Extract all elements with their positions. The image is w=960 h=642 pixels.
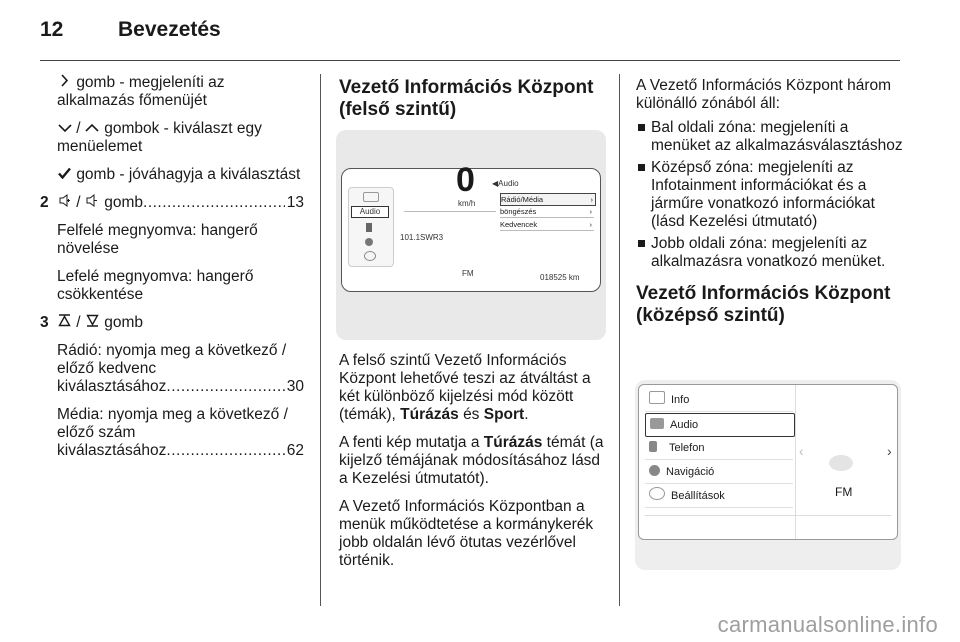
page-title: Bevezetés xyxy=(118,18,221,41)
volume-up-icon xyxy=(57,194,72,212)
media-toc-line: kiválasztásához ..... 62 xyxy=(57,442,304,460)
paragraph-themes: A felső szintű Vezető Információs Központ lehetővé teszi az átváltást a két különböző kijelzési mód között (témák), Túrázás és Sport. xyxy=(339,352,591,423)
radio-text: Rádió: nyomja meg a következő / előző kedvenc xyxy=(57,342,287,377)
side-audio-label: Audio xyxy=(351,206,389,218)
updown-buttons-desc: / gombok - kiválaszt egy menüelemet xyxy=(57,120,262,155)
bullet-left-zone: Bal oldali zóna: megjeleníti a menüket az alkalmazásválasztáshoz xyxy=(636,119,904,155)
navigation-icon xyxy=(365,238,373,246)
checkmark-icon xyxy=(57,166,72,184)
menu-item-navigation[interactable]: Navigáció xyxy=(645,461,793,484)
radio-icon xyxy=(829,455,853,471)
item-2: 2 / gomb ..... 13 xyxy=(40,194,304,212)
speed-value: 0 xyxy=(456,161,475,199)
watermark: carmanualsonline.info xyxy=(717,612,938,637)
page-number: 12 xyxy=(40,18,64,41)
speed-unit: km/h xyxy=(458,199,476,208)
settings-icon xyxy=(649,487,665,500)
volume-down-desc: Lefelé megnyomva: hangerő csökkentése xyxy=(57,268,254,303)
menu-item-audio[interactable]: Audio xyxy=(645,413,795,437)
volume-down-icon xyxy=(85,194,100,212)
menu-item-info[interactable]: Info xyxy=(645,389,793,412)
dic-middle-image xyxy=(635,380,901,570)
menu-item-favourites[interactable]: Kedvencek › xyxy=(500,220,592,229)
seek-down-icon xyxy=(85,314,100,332)
column-3 xyxy=(636,77,904,341)
chevron-right-icon xyxy=(57,74,72,92)
seek-up-icon xyxy=(57,314,72,332)
updown-buttons-text: gombok - kiválaszt egy menüelemet xyxy=(57,120,262,155)
menu-item-settings[interactable]: Beállítások xyxy=(645,485,793,508)
next-button-text: gomb - megjeleníti az alkalmazás főmenüjét xyxy=(57,74,225,109)
column-2-text xyxy=(339,352,605,580)
paragraph-controller: A Vezető Információs Központban a menük működtetése a kormánykerék jobb oldalán lévő ötutas vezérlővel történik. xyxy=(339,498,594,569)
chevron-down-icon xyxy=(57,120,72,138)
chevron-left-icon[interactable]: ‹ xyxy=(799,443,804,459)
band-label: FM xyxy=(835,485,853,499)
info-icon xyxy=(649,391,665,404)
column-divider xyxy=(619,74,620,606)
chevron-up-icon xyxy=(85,120,100,138)
radio-toc-line: kiválasztásához ..... 30 xyxy=(57,378,304,396)
item-2-label: gomb xyxy=(104,194,144,211)
check-button-text: gomb - jóváhagyja a kiválasztást xyxy=(76,166,301,183)
menu-item-browse[interactable]: böngészés › xyxy=(500,207,592,216)
zones-intro: A Vezető Információs Központ három különálló zónából áll: xyxy=(636,77,892,112)
paragraph-touring: A fenti kép mutatja a Túrázás témát (a kijelző témájának módosításához lásd a Kezelési útmutatót). xyxy=(339,434,604,487)
media-text: Média: nyomja meg a következő / előző szám xyxy=(57,406,288,441)
column-2 xyxy=(339,77,605,135)
item-2-number: 2 xyxy=(40,194,49,211)
navigation-icon xyxy=(649,465,660,476)
app-strip xyxy=(348,187,394,267)
radio-desc xyxy=(57,342,304,396)
section-heading-upper: Vezető Információs Központ (felső szintű) xyxy=(339,77,594,120)
header-rule xyxy=(40,60,900,61)
odometer: 018525 km xyxy=(540,273,580,282)
phone-icon xyxy=(649,441,657,452)
dic-upper-image xyxy=(336,130,606,340)
chevron-right-icon: › xyxy=(589,220,592,229)
section-heading-middle: Vezető Információs Központ (középső szintű) xyxy=(636,283,891,326)
station-name: 101.1SWR3 xyxy=(400,233,444,242)
chevron-right-icon[interactable]: › xyxy=(887,443,892,459)
chevron-right-icon: › xyxy=(590,195,593,204)
menu-item-radio-media[interactable]: Rádió/Média › xyxy=(500,193,596,206)
item-3-label: gomb xyxy=(104,314,144,331)
chevron-right-icon: › xyxy=(589,207,592,216)
column-1 xyxy=(40,74,304,470)
menu-list xyxy=(500,193,594,241)
item-2-page: 13 xyxy=(286,194,304,211)
dic-upper-display xyxy=(341,161,601,292)
band-label: FM xyxy=(462,269,474,278)
phone-icon xyxy=(366,223,372,232)
media-page: 62 xyxy=(286,442,304,459)
back-audio-label: ◀Audio xyxy=(492,179,519,188)
item-3-number: 3 xyxy=(40,314,49,331)
settings-icon xyxy=(364,251,376,261)
next-button-desc xyxy=(57,74,304,110)
item-3: 3 / gomb xyxy=(40,314,144,331)
menu-item-phone[interactable]: Telefon xyxy=(645,437,793,460)
info-icon xyxy=(363,192,379,202)
volume-up-desc: Felfelé megnyomva: hangerő növelése xyxy=(57,222,258,257)
dic-middle-display xyxy=(638,384,898,540)
radio-page: 30 xyxy=(286,378,304,395)
bullet-center-zone: Középső zóna: megjeleníti az Infotainment információkat és a járműre vonatkozó információkat (lásd Kezelési útmutató) xyxy=(636,159,904,231)
bullet-right-zone: Jobb oldali zóna: megjeleníti az alkalmazásra vonatkozó menüket. xyxy=(636,235,904,271)
media-desc xyxy=(57,406,304,460)
audio-icon xyxy=(650,418,664,429)
column-divider xyxy=(320,74,321,606)
check-button-desc xyxy=(57,166,304,184)
